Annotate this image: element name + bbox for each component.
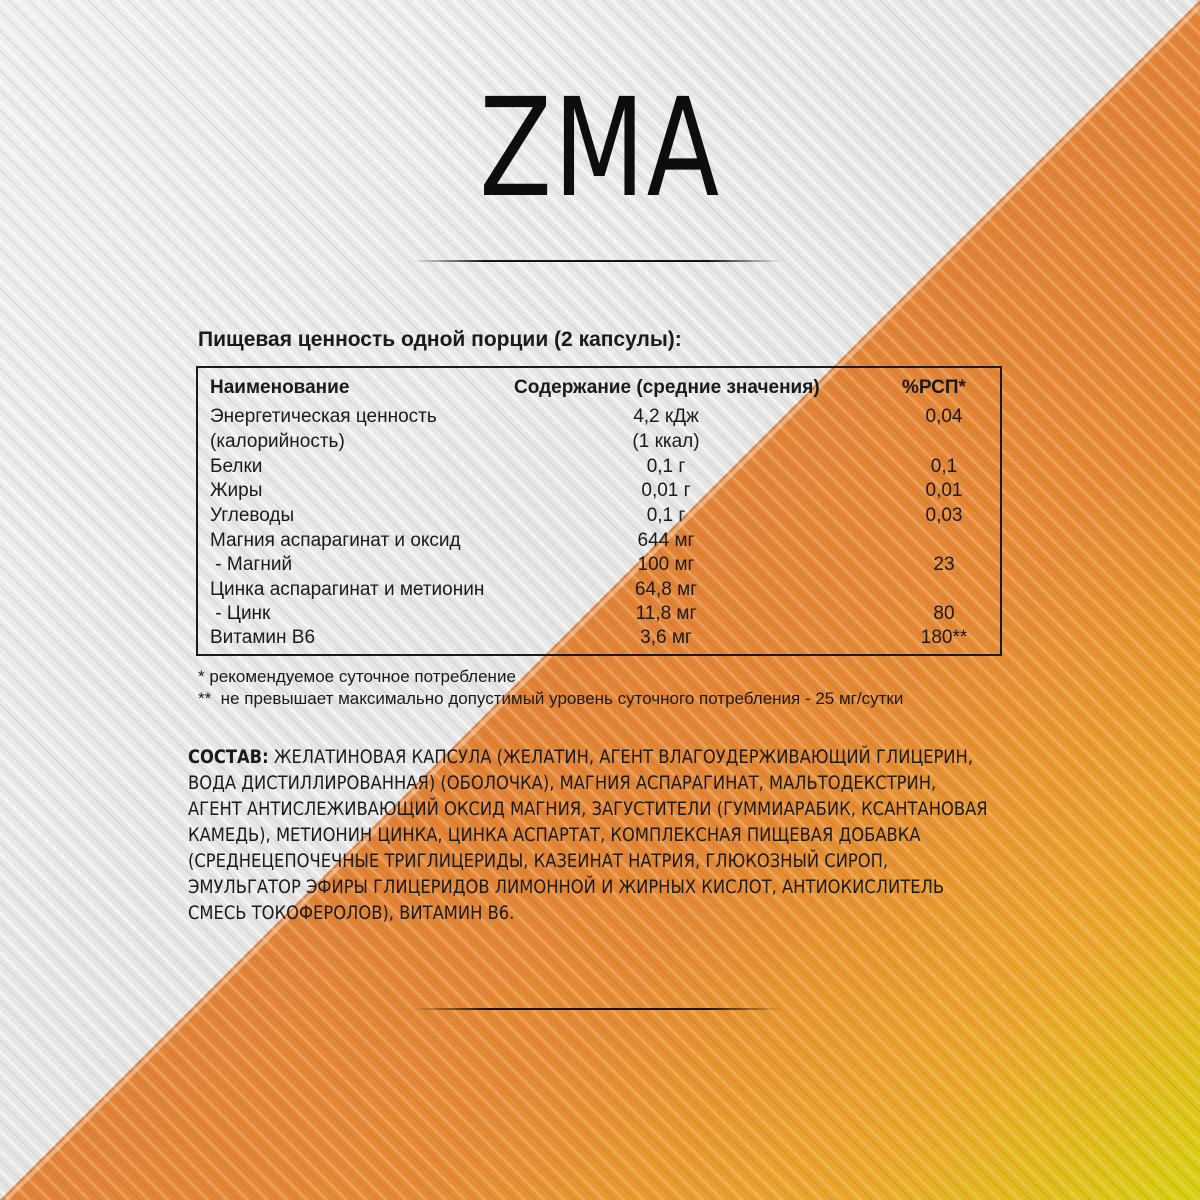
- row-amount: 0,01 г: [641, 480, 691, 501]
- row-amount: 4,2 кДж: [633, 406, 699, 427]
- column-header-amount: Содержание (средние значения): [514, 377, 820, 398]
- ingredients-line: ЭМУЛЬГАТОР ЭФИРЫ ГЛИЦЕРИДОВ ЛИМОННОЙ И ЖИРНЫХ КИСЛОТ, АНТИОКИСЛИТЕЛЬ: [188, 876, 945, 898]
- row-amount: (1 ккал): [632, 431, 700, 452]
- product-title: ZMA: [479, 70, 721, 228]
- row-amount: 64,8 мг: [634, 579, 698, 600]
- row-name: Жиры: [210, 480, 263, 501]
- row-amount: 3,6 мг: [640, 627, 692, 648]
- footnotes: [198, 666, 903, 710]
- row-rsp: 80: [933, 603, 955, 624]
- column-header-rsp: %РСП*: [902, 377, 966, 398]
- footnote: * рекомендуемое суточное потребление: [198, 667, 516, 686]
- row-name: Цинка аспарагинат и метионин: [210, 579, 485, 600]
- row-name: Углеводы: [210, 505, 295, 526]
- ingredients-line: ВОДА ДИСТИЛЛИРОВАННАЯ) (ОБОЛОЧКА), МАГНИЯ АСПАРАГИНАТ, МАЛЬТОДЕКСТРИН,: [188, 772, 937, 794]
- row-rsp: 0,01: [925, 480, 963, 501]
- ingredients-label: СОСТАВ:: [188, 746, 269, 768]
- ingredients-line: КАМЕДЬ), МЕТИОНИН ЦИНКА, ЦИНКА АСПАРТАТ, КОМПЛЕКСНАЯ ПИЩЕВАЯ ДОБАВКА: [188, 824, 921, 846]
- row-name: - Цинк: [210, 603, 271, 624]
- row-name: Магния аспарагинат и оксид: [210, 530, 461, 551]
- row-amount: 11,8 мг: [635, 603, 697, 624]
- row-rsp: 0,03: [925, 505, 963, 526]
- row-amount: 100 мг: [637, 554, 695, 575]
- row-rsp: 0,04: [925, 406, 963, 427]
- row-amount: 644 мг: [637, 530, 695, 551]
- ingredients-line: (СРЕДНЕЦЕПОЧЕЧНЫЕ ТРИГЛИЦЕРИДЫ, КАЗЕИНАТ НАТРИЯ, ГЛЮКОЗНЫЙ СИРОП,: [188, 850, 889, 872]
- ingredients-line: СМЕСЬ ТОКОФЕРОЛОВ), ВИТАМИН B6.: [188, 902, 515, 924]
- row-rsp: 23: [933, 554, 955, 575]
- row-rsp: 0,1: [930, 456, 958, 477]
- row-amount: 0,1 г: [646, 505, 686, 526]
- row-name: - Магний: [210, 554, 293, 575]
- row-name: Витамин B6: [210, 627, 316, 648]
- row-rsp: 180**: [920, 627, 968, 648]
- row-name: (калорийность): [210, 431, 345, 452]
- row-name: Энергетическая ценность: [210, 406, 437, 427]
- ingredients-block: [188, 744, 988, 926]
- nutrition-table: [196, 366, 1002, 656]
- footnote: ** не превышает максимально допустимый уровень суточного потребления - 25 мг/сутки: [198, 689, 904, 708]
- row-amount: 0,1 г: [646, 456, 686, 477]
- ingredients-line: ЖЕЛАТИНОВАЯ КАПСУЛА (ЖЕЛАТИН, АГЕНТ ВЛАГОУДЕРЖИВАЮЩИЙ ГЛИЦЕРИН,: [268, 746, 974, 768]
- row-name: Белки: [210, 456, 263, 477]
- column-header-name: Наименование: [210, 377, 350, 398]
- nutrition-heading: Пищевая ценность одной порции (2 капсулы):: [198, 328, 682, 351]
- ingredients-line: АГЕНТ АНТИСЛЕЖИВАЮЩИЙ ОКСИД МАГНИЯ, ЗАГУСТИТЕЛИ (ГУММИАРАБИК, КСАНТАНОВАЯ: [188, 798, 988, 820]
- divider-bottom: [412, 1008, 782, 1010]
- divider-top: [412, 260, 782, 262]
